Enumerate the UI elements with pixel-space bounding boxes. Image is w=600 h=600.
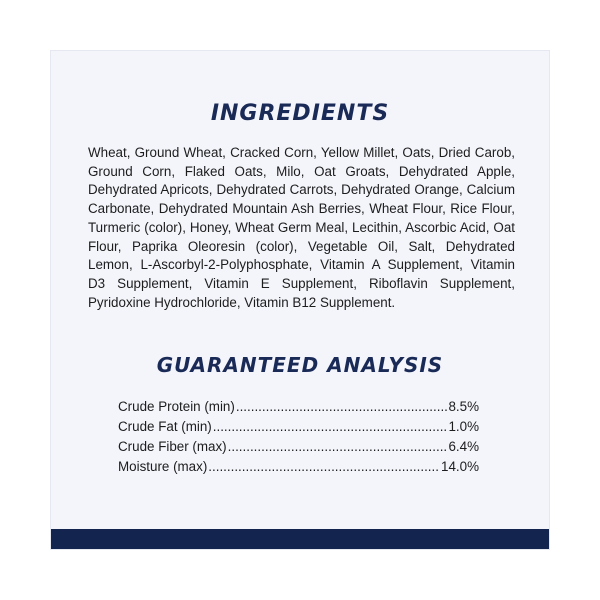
analysis-value: 6.4% [448, 439, 479, 454]
dot-leader [236, 397, 448, 417]
guaranteed-analysis-heading: GUARANTEED ANALYSIS [156, 353, 444, 377]
analysis-label: Moisture (max) [118, 459, 208, 474]
analysis-row-crude-fiber [118, 437, 479, 457]
guaranteed-analysis-table [118, 397, 479, 477]
ingredients-heading: INGREDIENTS [210, 101, 390, 126]
dot-leader [228, 437, 448, 457]
analysis-value: 1.0% [448, 419, 479, 434]
bottom-color-band [51, 529, 549, 549]
dot-leader [213, 417, 448, 437]
analysis-row-crude-fat [118, 417, 479, 437]
analysis-label: Crude Fat (min) [118, 419, 212, 434]
ingredients-list-text: Wheat, Ground Wheat, Cracked Corn, Yellow Millet, Oats, Dried Carob, Ground Corn, Flaked Oats, Milo, Oat Groats, Dehydrated Apple, Dehydrated Apricots, Dehydrated Carrots, Dehydrated Orange, Calcium Carbonate, Dehydrated Mountain Ash Berries, Wheat Flour, Rice Flour, Turmeric (color), Honey, Wheat Germ Meal, Lecithin, Ascorbic Acid, Oat Flour, Paprika Oleoresin (color), Vegetable Oil, Salt, Dehydrated Lemon, L-Ascorbyl-2-Polyphosphate, Vitamin A Supplement, Vitamin D3 Supplement, Vitamin E Supplement, Riboflavin Supplement, Pyridoxine Hydrochloride, Vitamin B12 Supplement. [88, 145, 515, 310]
analysis-row-crude-protein [118, 397, 479, 417]
analysis-row-moisture [118, 457, 479, 477]
analysis-value: 8.5% [448, 399, 479, 414]
analysis-value: 14.0% [441, 459, 479, 474]
label-panel [50, 50, 550, 550]
analysis-label: Crude Protein (min) [118, 399, 235, 414]
dot-leader [208, 457, 440, 477]
analysis-label: Crude Fiber (max) [118, 439, 227, 454]
